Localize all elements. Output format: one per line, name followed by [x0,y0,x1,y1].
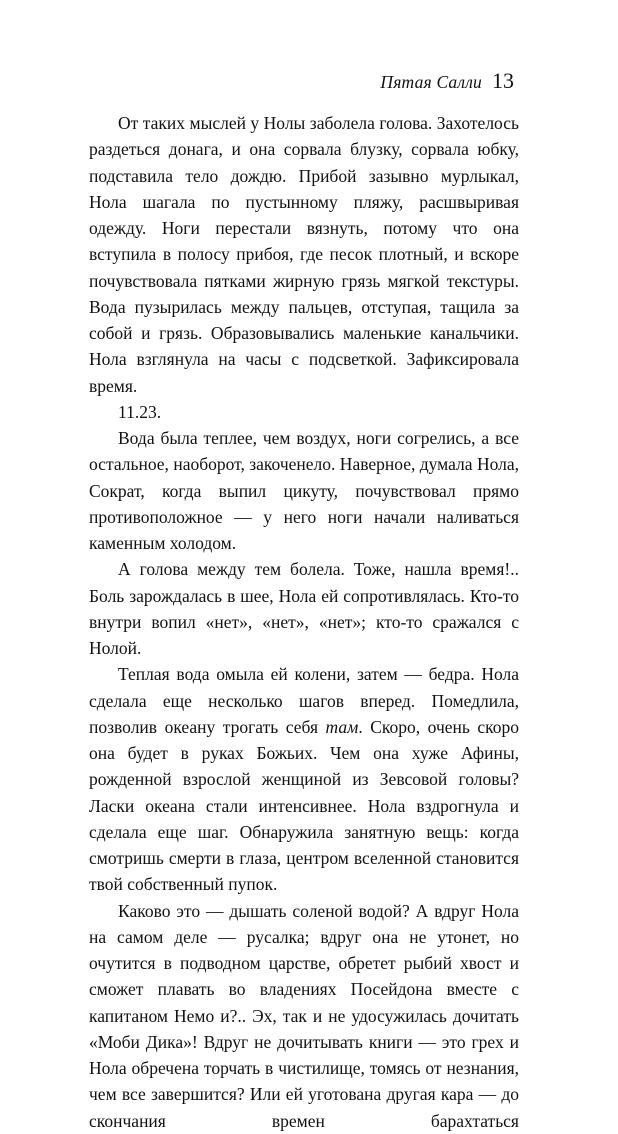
paragraph: А голова между тем болела. Тоже, нашла время!.. Боль зарождалась в шее, Нола ей сопротивлялась. Кто-то внутри вопил «нет», «нет», «нет»; кто-то сражался с Нолой. [89,559,519,658]
paragraph: От таких мыслей у Нолы заболела голова. Захотелось раздеться донага, и она сорвала блузку, сорвала юбку, подставила тело дождю. Прибой зазывно мурлыкал, Нола шагала по пустынному пляжу, расшвыривая одежду. Ноги перестали вязнуть, потому что она вступила в полосу прибоя, где песок плотный, и вскоре почувствовала пятками жирную грязь мягкой текстуры. Вода пузырилась между пальцев, отступая, тащила за собой и грязь. Образовывались маленькие канальчики. Нола взглянула на часы с подсветкой. Зафиксировала время. [89,113,519,396]
emphasis-text: там [325,716,359,737]
paragraph-text: Теплая вода омыла ей колени, затем — бедра. Нола сделала еще несколько шагов вперед. Помедлила, позволив океану трогать себя [89,664,519,737]
paragraph [89,661,519,897]
page-number: 13 [492,68,514,93]
text-body [89,110,519,1134]
page-header [380,68,514,94]
paragraph: Каково это — дышать соленой водой? А вдруг Нола на самом деле — русалка; вдруг она не утонет, но очутится в подводном царстве, обретет рыбий хвост и сможет плавать во владениях Посейдона вместе с капитаном Немо и?.. Эх, так и не удосужилась дочитать «Моби Дика»! Вдруг не дочитывать книги — это грех и Нола обречена торчать в чистилище, томясь от незнания, чем все завершится? Или ей уготована другая кара — до скончания времен барахтаться [89,900,519,1131]
paragraph: 11.23. [118,401,162,422]
paragraph-text: . Скоро, очень скоро она будет в руках Божьих. Чем она хуже Афины, рожденной взрослой женщиной из Зевсовой головы? Ласки океана стали интенсивнее. Нола вздрогнула и сделала еще шаг. Обнаружила занятную вещь: когда смотришь смерти в глаза, центром вселенной становится твой собственный пупок. [89,716,519,895]
paragraph: Вода была теплее, чем воздух, ноги согрелись, а все остальное, наоборот, закоченело. Наверное, думала Нола, Сократ, когда выпил цикуту, почувствовал прямо противоположное — у него ноги начали наливаться каменным холодом. [89,428,519,553]
running-title: Пятая Салли [380,72,482,92]
